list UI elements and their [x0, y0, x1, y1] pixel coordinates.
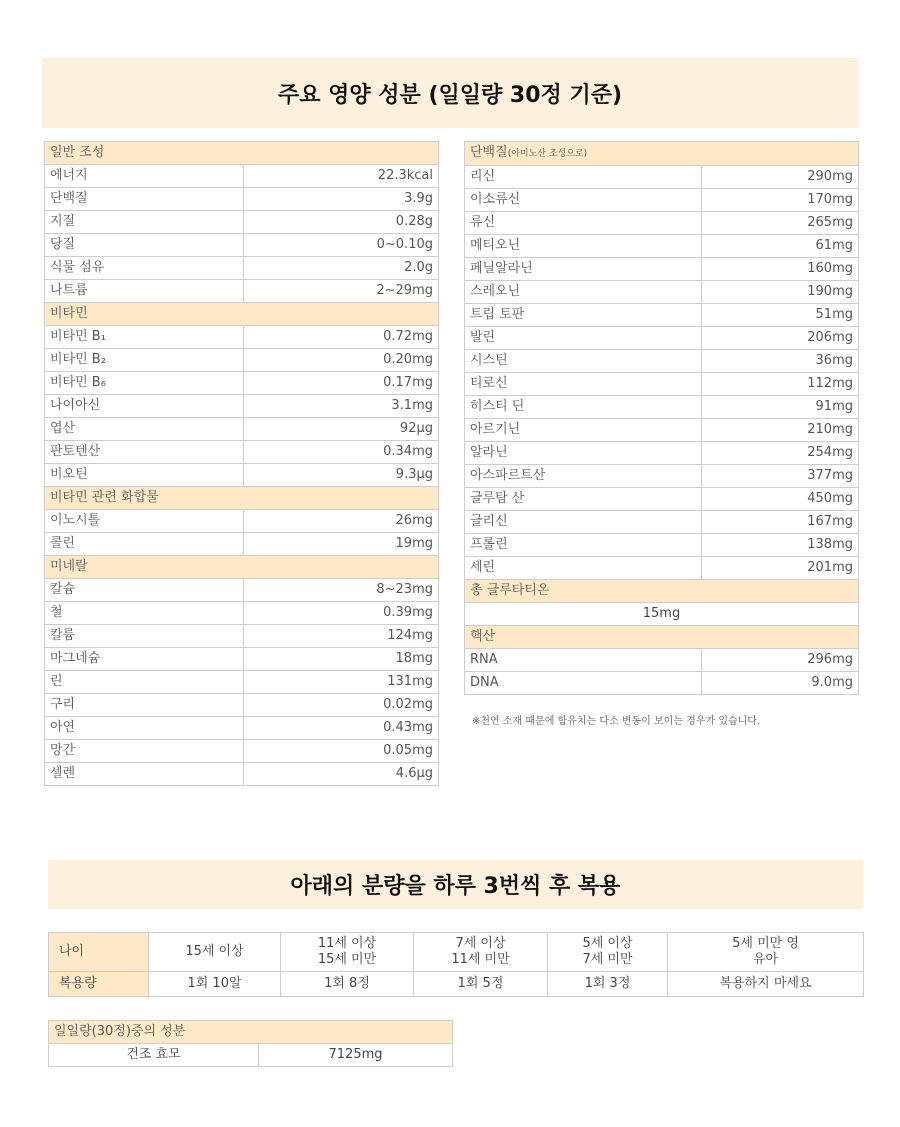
composition-name: 건조 효모 [49, 1044, 259, 1067]
amino-acid-value: 201mg [702, 557, 859, 580]
nutrient-name: 비타민 B₆ [45, 372, 244, 395]
nutrient-value: 0.02mg [244, 694, 439, 717]
nutrient-value: 2~29mg [244, 280, 439, 303]
section-head: 비타민 관련 화합물 [45, 487, 439, 510]
amino-acid-name: 리신 [465, 166, 702, 189]
nutrient-value: 9.3μg [244, 464, 439, 487]
age-line2: 15세 미만 [317, 952, 377, 967]
amino-acid-value: 254mg [702, 442, 859, 465]
age-line2: 11세 미만 [451, 952, 510, 967]
nutrient-value: 3.1mg [244, 395, 439, 418]
amino-acid-table [464, 141, 859, 695]
amino-acid-name: 시스틴 [465, 350, 702, 373]
amino-acid-row [465, 166, 859, 189]
amino-acid-name: 글리신 [465, 511, 702, 534]
amino-acid-value: 51mg [702, 304, 859, 327]
amino-acid-name: 아스파르트산 [465, 465, 702, 488]
nutrient-value: 2.0g [244, 257, 439, 280]
age-cell [281, 933, 414, 972]
nutrient-name: 아연 [45, 717, 244, 740]
amino-acid-value: 36mg [702, 350, 859, 373]
amino-acid-name: 알라닌 [465, 442, 702, 465]
nutrient-row [45, 533, 439, 556]
dose-cell: 1회 5정 [414, 972, 548, 997]
nutrient-name: 철 [45, 602, 244, 625]
amino-acid-name: 발린 [465, 327, 702, 350]
nucleic-row [465, 672, 859, 695]
dose-cell: 1회 8정 [281, 972, 414, 997]
amino-acid-name: 메티오닌 [465, 235, 702, 258]
nutrient-row [45, 165, 439, 188]
amino-acid-row [465, 373, 859, 396]
age-line1: 7세 이상 [455, 936, 506, 951]
nutrient-value: 0.34mg [244, 441, 439, 464]
section-head: 일반 조성 [45, 142, 439, 165]
nutrient-name: 나이아신 [45, 395, 244, 418]
amino-acid-name: 류신 [465, 212, 702, 235]
section-head: 비타민 [45, 303, 439, 326]
nutrient-row [45, 211, 439, 234]
nucleic-value: 296mg [702, 649, 859, 672]
amino-acid-row [465, 189, 859, 212]
nutrient-value: 124mg [244, 625, 439, 648]
nutrient-name: 셀렌 [45, 763, 244, 786]
amino-acid-row [465, 281, 859, 304]
nutrient-name: 단백질 [45, 188, 244, 211]
nutrient-name: 판토텐산 [45, 441, 244, 464]
amino-acid-name: 프롤린 [465, 534, 702, 557]
dose-label: 복용량 [49, 972, 149, 997]
nutrient-value: 0.28g [244, 211, 439, 234]
dose-cell: 1회 10알 [149, 972, 281, 997]
protein-head-row [465, 142, 859, 166]
composition-head-row [49, 1021, 453, 1044]
amino-acid-row [465, 304, 859, 327]
amino-acid-value: 210mg [702, 419, 859, 442]
age-line1: 5세 미만 영 [732, 936, 799, 951]
amino-acid-name: 아르기닌 [465, 419, 702, 442]
amino-acid-row [465, 235, 859, 258]
nutrient-row [45, 648, 439, 671]
nutrient-row [45, 740, 439, 763]
section-head-row [45, 487, 439, 510]
amino-acid-value: 138mg [702, 534, 859, 557]
nucleic-row [465, 649, 859, 672]
nutrient-name: 린 [45, 671, 244, 694]
composition-row [49, 1044, 453, 1067]
age-cell [668, 933, 864, 972]
nutrient-name: 망간 [45, 740, 244, 763]
nutrient-name: 비타민 B₁ [45, 326, 244, 349]
nucleic-name: RNA [465, 649, 702, 672]
nutrient-row [45, 717, 439, 740]
age-line1: 5세 이상 [582, 936, 633, 951]
nucleic-head-row [465, 626, 859, 649]
section2-title-banner [48, 860, 863, 909]
footnote: ※천연 소재 때문에 함유치는 다소 변동이 보이는 경우가 있습니다. [472, 716, 761, 727]
nutrient-row [45, 602, 439, 625]
glutathione-head: 총 글루타티온 [465, 580, 859, 603]
nutrient-row [45, 510, 439, 533]
section-head-row [45, 142, 439, 165]
amino-acid-row [465, 327, 859, 350]
protein-head-label: 단백질 [470, 145, 508, 160]
protein-head-sub: (아미노산 조성으로) [507, 149, 588, 159]
composition-value: 7125mg [259, 1044, 453, 1067]
dosage-amount-row [49, 972, 864, 997]
amino-acid-value: 206mg [702, 327, 859, 350]
nutrient-row [45, 188, 439, 211]
nutrient-value: 4.6μg [244, 763, 439, 786]
nutrient-value: 18mg [244, 648, 439, 671]
nutrient-name: 식물 섬유 [45, 257, 244, 280]
amino-acid-name: 티로신 [465, 373, 702, 396]
daily-composition-table [48, 1020, 453, 1067]
nutrient-row [45, 671, 439, 694]
composition-head: 일일량(30정)중의 성분 [49, 1021, 453, 1044]
nutrient-name: 마그네슘 [45, 648, 244, 671]
dose-cell: 1회 3정 [548, 972, 668, 997]
nutrient-value: 26mg [244, 510, 439, 533]
dosage-age-row [49, 933, 864, 972]
section1-title: 주요 영양 성분 (일일량 30정 기준) [277, 82, 623, 108]
nutrient-value: 131mg [244, 671, 439, 694]
nutrient-row [45, 234, 439, 257]
amino-acid-name: 글루탐 산 [465, 488, 702, 511]
glutathione-row [465, 603, 859, 626]
nutrient-value: 0.17mg [244, 372, 439, 395]
nucleic-value: 9.0mg [702, 672, 859, 695]
nutrient-row [45, 418, 439, 441]
dose-cell: 복용하지 마세요 [668, 972, 864, 997]
section2-title: 아래의 분량을 하루 3번씩 후 복용 [290, 874, 621, 899]
nutrient-row [45, 372, 439, 395]
amino-acid-value: 61mg [702, 235, 859, 258]
age-label: 나이 [49, 933, 149, 972]
amino-acid-row [465, 350, 859, 373]
amino-acid-row [465, 396, 859, 419]
nutrient-name: 지질 [45, 211, 244, 234]
amino-acid-value: 190mg [702, 281, 859, 304]
age-line2: 7세 미만 [582, 952, 633, 967]
amino-acid-name: 트립 토판 [465, 304, 702, 327]
amino-acid-name: 페닐알라닌 [465, 258, 702, 281]
nutrient-value: 0.05mg [244, 740, 439, 763]
general-nutrition-table [44, 141, 439, 786]
amino-acid-row [465, 442, 859, 465]
nutrient-row [45, 395, 439, 418]
age-line2: 유아 [752, 952, 779, 967]
nutrient-name: 비오틴 [45, 464, 244, 487]
age-line1: 11세 이상 [317, 936, 377, 951]
age-cell [548, 933, 668, 972]
nutrient-value: 0.43mg [244, 717, 439, 740]
age-line1: 15세 이상 [185, 944, 244, 959]
nutrient-value: 0~0.10g [244, 234, 439, 257]
age-cell [149, 933, 281, 972]
nutrient-row [45, 257, 439, 280]
section-head-row [45, 303, 439, 326]
section1-title-banner [42, 58, 858, 128]
amino-acid-row [465, 419, 859, 442]
nucleic-name: DNA [465, 672, 702, 695]
nutrient-row [45, 694, 439, 717]
amino-acid-row [465, 511, 859, 534]
amino-acid-row [465, 465, 859, 488]
nutrient-name: 칼슘 [45, 579, 244, 602]
amino-acid-row [465, 258, 859, 281]
amino-acid-value: 167mg [702, 511, 859, 534]
nutrient-name: 구리 [45, 694, 244, 717]
nutrient-row [45, 326, 439, 349]
amino-acid-name: 히스티 딘 [465, 396, 702, 419]
nutrient-name: 당질 [45, 234, 244, 257]
glutathione-value: 15mg [465, 603, 859, 626]
amino-acid-row [465, 212, 859, 235]
nutrient-row [45, 763, 439, 786]
nutrient-name: 칼륨 [45, 625, 244, 648]
amino-acid-value: 112mg [702, 373, 859, 396]
nutrient-name: 나트륨 [45, 280, 244, 303]
dosage-table [48, 932, 864, 997]
nutrient-value: 19mg [244, 533, 439, 556]
nutrient-row [45, 464, 439, 487]
nutrient-value: 92μg [244, 418, 439, 441]
nutrient-row [45, 349, 439, 372]
amino-acid-row [465, 488, 859, 511]
nutrient-value: 0.72mg [244, 326, 439, 349]
nutrient-name: 에너지 [45, 165, 244, 188]
amino-acid-name: 세린 [465, 557, 702, 580]
nutrient-row [45, 441, 439, 464]
nutrient-value: 0.39mg [244, 602, 439, 625]
section-head: 미네랄 [45, 556, 439, 579]
nutrient-value: 8~23mg [244, 579, 439, 602]
nucleic-head: 핵산 [465, 626, 859, 649]
nutrient-row [45, 280, 439, 303]
nutrient-name: 엽산 [45, 418, 244, 441]
nutrient-name: 이노시톨 [45, 510, 244, 533]
amino-acid-row [465, 557, 859, 580]
protein-head [465, 142, 859, 166]
nutrient-value: 3.9g [244, 188, 439, 211]
amino-acid-value: 91mg [702, 396, 859, 419]
amino-acid-value: 160mg [702, 258, 859, 281]
nutrient-value: 0.20mg [244, 349, 439, 372]
amino-acid-value: 377mg [702, 465, 859, 488]
nutrient-name: 콜린 [45, 533, 244, 556]
nutrient-value: 22.3kcal [244, 165, 439, 188]
amino-acid-value: 170mg [702, 189, 859, 212]
nutrient-row [45, 579, 439, 602]
age-cell [414, 933, 548, 972]
section-head-row [45, 556, 439, 579]
amino-acid-name: 스레오닌 [465, 281, 702, 304]
amino-acid-value: 265mg [702, 212, 859, 235]
glutathione-head-row [465, 580, 859, 603]
amino-acid-value: 290mg [702, 166, 859, 189]
nutrient-row [45, 625, 439, 648]
nutrient-name: 비타민 B₂ [45, 349, 244, 372]
amino-acid-name: 이소류신 [465, 189, 702, 212]
amino-acid-value: 450mg [702, 488, 859, 511]
amino-acid-row [465, 534, 859, 557]
